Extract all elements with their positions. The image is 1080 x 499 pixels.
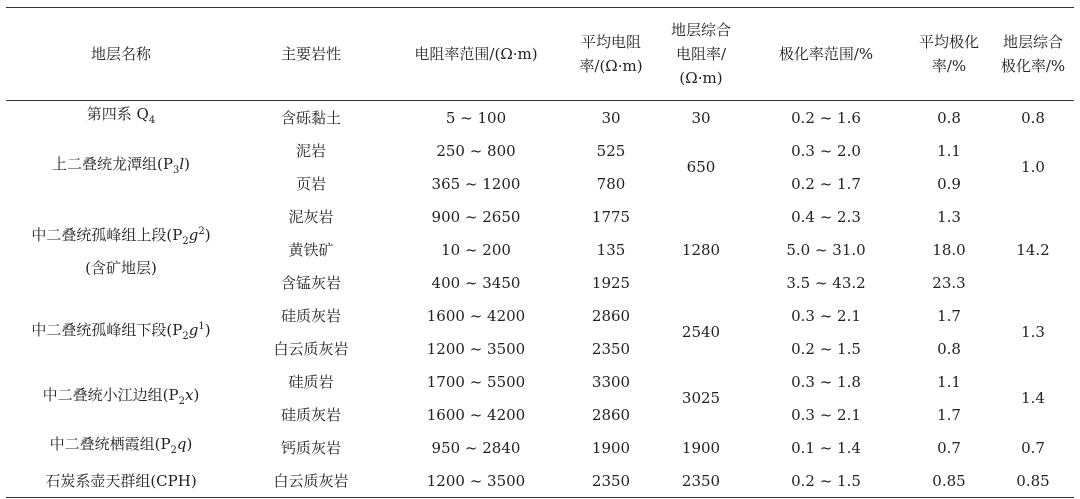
table-row <box>6 200 1074 233</box>
comp-polarization-cell: 0.85 <box>992 464 1074 498</box>
lithology-cell: 硅质岩 <box>288 372 334 391</box>
avg-polarization-cell: 0.8 <box>937 339 961 358</box>
polarization-range-cell: 0.2 ~ 1.6 <box>791 108 861 127</box>
polarization-range-cell: 0.4 ~ 2.3 <box>791 207 861 226</box>
polarization-range-cell: 0.2 ~ 1.7 <box>791 174 861 193</box>
stratum-cell: 中二叠统孤峰组下段$(P_2g^1)$ <box>31 321 211 342</box>
header-comp-resistivity-line2: 电阻率/ <box>675 45 727 63</box>
avg-resistivity-cell: 1925 <box>591 273 631 292</box>
polarization-range-cell: 3.5 ~ 43.2 <box>786 273 866 292</box>
stratum-cell: 第四系 $Q_4$ <box>86 105 156 126</box>
avg-polarization-cell: 0.9 <box>937 174 961 193</box>
avg-resistivity-cell: 2860 <box>591 405 631 424</box>
table-row <box>6 464 1074 498</box>
header-avg-polarization <box>906 8 992 101</box>
avg-polarization-cell: 1.1 <box>937 372 961 391</box>
avg-resistivity-cell: 780 <box>596 174 626 193</box>
stratum-name: 中二叠统孤峰组上段$(P_2g^2)$ <box>31 225 211 247</box>
table-row <box>6 134 1074 167</box>
resistivity-range-cell: 1200 ~ 3500 <box>386 464 566 498</box>
strata-properties-table <box>6 7 1074 498</box>
avg-polarization-cell: 23.3 <box>932 273 966 292</box>
lithology-cell: 白云质灰岩 <box>236 464 386 498</box>
resistivity-range-cell: 900 ~ 2650 <box>431 207 521 226</box>
polarization-range-cell: 0.3 ~ 1.8 <box>791 372 861 391</box>
comp-resistivity-cell: 2350 <box>656 464 746 498</box>
resistivity-range-cell: 365 ~ 1200 <box>431 174 521 193</box>
lithology-cell: 泥灰岩 <box>288 207 334 226</box>
table-row <box>6 365 1074 398</box>
lithology-cell: 泥岩 <box>295 141 326 160</box>
table-row <box>6 101 1074 135</box>
polarization-range-cell: 0.2 ~ 1.5 <box>791 339 861 358</box>
avg-polarization-cell: 1.3 <box>937 207 961 226</box>
polarization-range-cell: 0.1 ~ 1.4 <box>791 438 861 457</box>
polarization-range-cell: 0.3 ~ 2.0 <box>791 141 861 160</box>
stratum-note: (含矿地层) <box>85 258 157 277</box>
comp-resistivity-cell: 1280 <box>681 240 721 259</box>
comp-polarization-cell: 14.2 <box>1016 240 1050 259</box>
comp-resistivity-cell: 3025 <box>681 389 721 407</box>
avg-polarization-cell: 0.8 <box>937 108 961 127</box>
lithology-cell: 含锰灰岩 <box>280 273 341 292</box>
resistivity-range-cell: 950 ~ 2840 <box>431 438 521 457</box>
polarization-range-cell: 0.3 ~ 2.1 <box>791 306 861 325</box>
table-row <box>6 299 1074 332</box>
polarization-range-cell: 5.0 ~ 31.0 <box>786 240 866 259</box>
comp-resistivity-cell: 650 <box>686 158 716 176</box>
avg-resistivity-cell: 135 <box>596 240 626 259</box>
avg-polarization-cell: 1.7 <box>937 306 961 325</box>
avg-polarization-cell: 1.1 <box>937 141 961 160</box>
header-stratum: 地层名称 <box>6 8 236 101</box>
stratum-cell: 中二叠统栖霞组$(P_2q)$ <box>49 435 193 456</box>
header-lithology: 主要岩性 <box>236 8 386 101</box>
avg-resistivity-cell: 525 <box>596 141 626 160</box>
comp-polarization-cell: 0.7 <box>1021 438 1045 457</box>
lithology-cell: 黄铁矿 <box>288 240 334 259</box>
resistivity-range-cell: 1600 ~ 4200 <box>426 306 526 325</box>
comp-polarization-cell: 1.4 <box>1021 389 1045 407</box>
comp-resistivity-cell: 30 <box>691 108 711 127</box>
header-avg-polarization-line1: 平均极化 <box>918 33 979 51</box>
comp-resistivity-cell: 2540 <box>681 323 721 341</box>
lithology-cell: 钙质灰岩 <box>280 438 341 457</box>
stratum-cell: 中二叠统小江边组$(P_2x)$ <box>42 385 200 407</box>
header-comp-resistivity <box>656 8 746 101</box>
table-row <box>6 431 1074 464</box>
avg-resistivity-cell: 2350 <box>591 339 631 358</box>
header-avg-resistivity-line2: 率/(Ω·m) <box>579 57 643 75</box>
lithology-cell: 硅质灰岩 <box>280 306 341 325</box>
avg-resistivity-cell: 30 <box>601 108 621 127</box>
header-avg-resistivity-line1: 平均电阻 <box>580 33 641 51</box>
comp-polarization-cell: 1.0 <box>1021 158 1045 176</box>
avg-polarization-cell: 0.85 <box>906 464 992 498</box>
resistivity-range-cell: 250 ~ 800 <box>436 141 516 160</box>
avg-resistivity-cell: 2860 <box>591 306 631 325</box>
avg-resistivity-cell: 1775 <box>591 207 631 226</box>
header-comp-polarization-line2: 极化率/% <box>1000 57 1066 75</box>
lithology-cell: 页岩 <box>295 174 326 193</box>
avg-resistivity-cell: 2350 <box>566 464 656 498</box>
comp-resistivity-cell: 1900 <box>681 438 721 457</box>
stratum-cell: 石炭系壶天群组(CPH) <box>6 464 236 498</box>
polarization-range-cell: 0.2 ~ 1.5 <box>746 464 906 498</box>
stratum-cell <box>6 200 236 299</box>
avg-polarization-cell: 18.0 <box>932 240 966 259</box>
header-row <box>6 8 1074 101</box>
resistivity-range-cell: 400 ~ 3450 <box>431 273 521 292</box>
avg-polarization-cell: 0.7 <box>937 438 961 457</box>
resistivity-range-cell: 1700 ~ 5500 <box>426 372 526 391</box>
polarization-range-cell: 0.3 ~ 2.1 <box>791 405 861 424</box>
lithology-cell: 含砾黏土 <box>280 108 341 127</box>
avg-polarization-cell: 1.7 <box>937 405 961 424</box>
header-comp-polarization <box>992 8 1074 101</box>
avg-resistivity-cell: 3300 <box>591 372 631 391</box>
header-resistivity-range: 电阻率范围/(Ω·m) <box>386 8 566 101</box>
comp-polarization-cell: 1.3 <box>1021 323 1045 341</box>
header-avg-polarization-line2: 率/% <box>931 57 967 75</box>
header-avg-resistivity <box>566 8 656 101</box>
header-polarization-range: 极化率范围/% <box>746 8 906 101</box>
resistivity-range-cell: 1200 ~ 3500 <box>426 339 526 358</box>
lithology-cell: 硅质灰岩 <box>280 405 341 424</box>
header-comp-resistivity-line1: 地层综合 <box>670 21 731 39</box>
stratum-cell: 上二叠统龙潭组$(P_3l)$ <box>52 154 190 176</box>
avg-resistivity-cell: 1900 <box>591 438 631 457</box>
header-comp-resistivity-line3: (Ω·m) <box>679 69 723 87</box>
header-comp-polarization-line1: 地层综合 <box>1002 33 1063 51</box>
resistivity-range-cell: 5 ~ 100 <box>445 108 507 127</box>
lithology-cell: 白云质灰岩 <box>273 339 349 358</box>
resistivity-range-cell: 1600 ~ 4200 <box>426 405 526 424</box>
resistivity-range-cell: 10 ~ 200 <box>441 240 511 259</box>
comp-polarization-cell: 0.8 <box>1021 108 1045 127</box>
